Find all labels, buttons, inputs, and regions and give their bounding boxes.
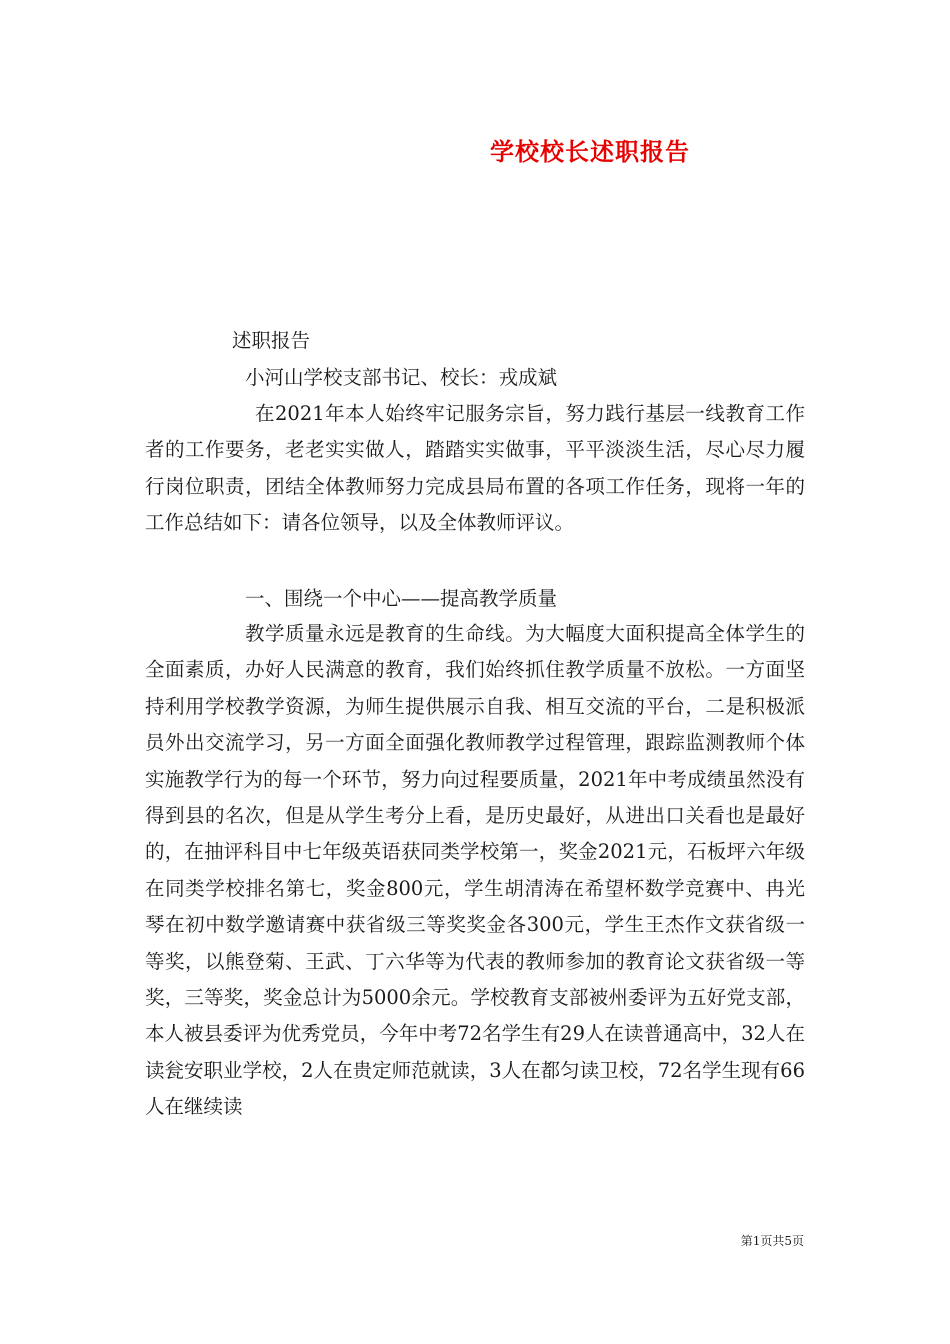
paragraph-intro: 在2021年本人始终牢记服务宗旨，努力践行基层一线教育工作者的工作要务，老老实实做人，踏踏实实做事，平平淡淡生活，尽心尽力履行岗位职责，团结全体教师努力完成县局布置的各项工作任务，现将一年的工作总结如下：请各位领导，以及全体教师评议。 [145,402,805,535]
report-heading: 述职报告 [232,329,311,352]
author-line: 小河山学校支部书记、校长：戎成斌 [245,366,558,389]
page-number: 第1页共5页 [740,1234,804,1248]
document-title: 学校校长述职报告 [490,137,690,166]
section-heading-1: 一、围绕一个中心——提高教学质量 [245,587,558,610]
paragraph-teaching-quality: 教学质量永远是教育的生命线。为大幅度大面积提高全体学生的全面素质，办好人民满意的教育，我们始终抓住教学质量不放松。一方面坚持利用学校教学资源，为师生提供展示自我、相互交流的平台，二是积极派员外出交流学习，另一方面全面强化教师教学过程管理，跟踪监测教师个体实施教学行为的每一个环节，努力向过程要质量，2021年中考成绩虽然没有得到县的名次，但是从学生考分上看，是历史最好，从进出口关看也是最好的，在抽评科目中七年级英语获同类学校第一，奖金2021元，石板坪六年级在同类学校排名第七，奖金800元，学生胡清涛在希望杯数学竞赛中、冉光琴在初中数学邀请赛中获省级三等奖奖金各300元，学生王杰作文获省级一等奖，以熊登菊、王武、丁六华等为代表的教师参加的教育论文获省级一等奖，三等奖，奖金总计为5000余元。学校教育支部被州委评为五好党支部，本人被县委评为优秀党员，今年中考72名学生有29人在读普通高中，32人在读瓮安职业学校，2人在贵定师范就读，3人在都匀读卫校，72名学生现有66人在继续读 [145,622,805,1119]
